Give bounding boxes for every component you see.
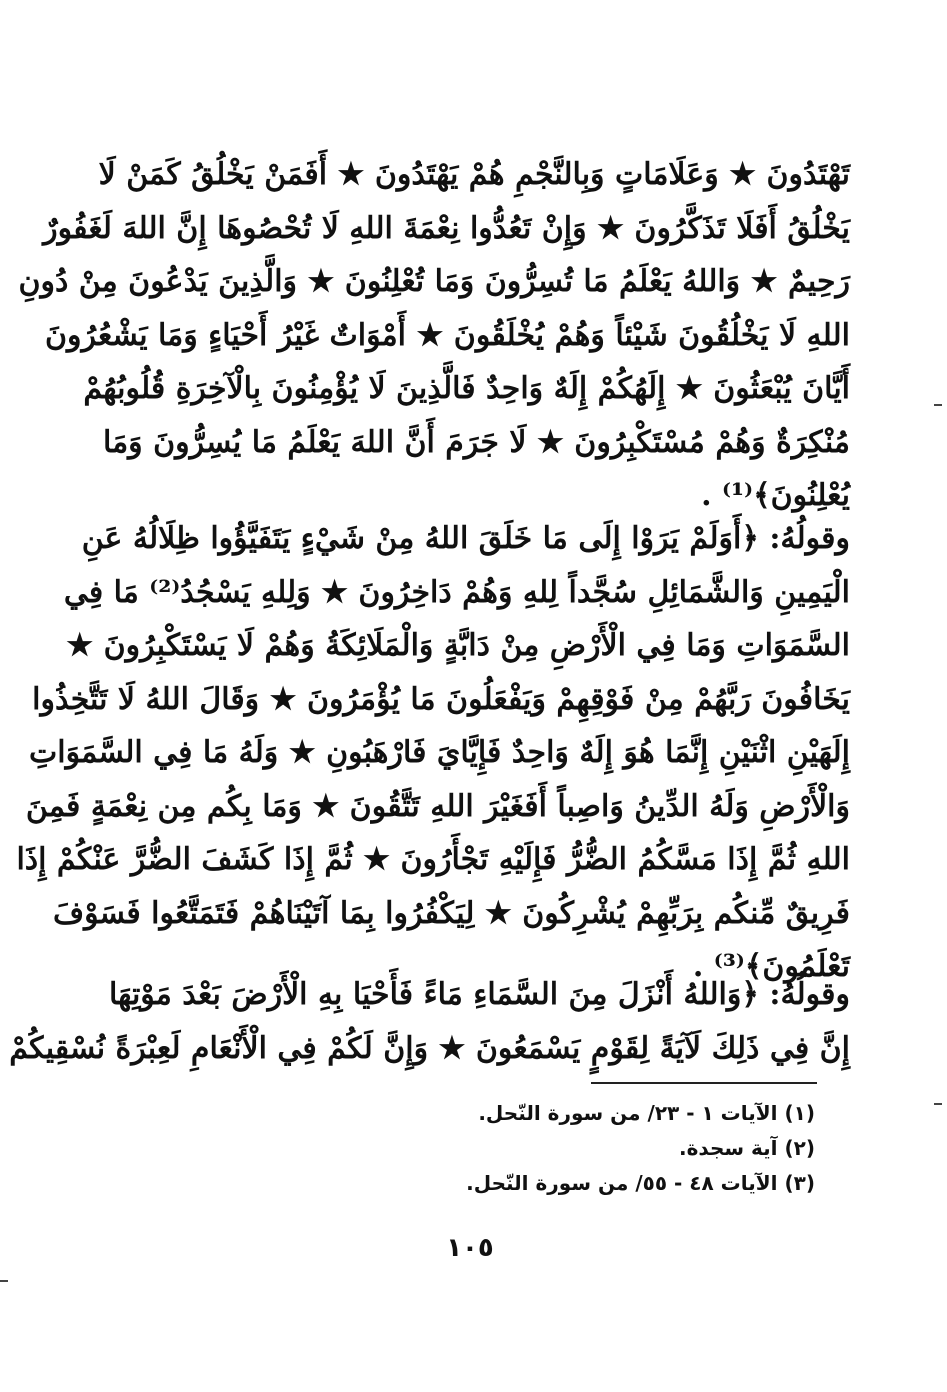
text-line: إِنَّ فِي ذَلِكَ لَآيَةً لِقَوْمٍ يَسْمَعُونَ ★ وَإِنَّ لَكُمْ فِي الْأَنْعَامِ لَعِبْرَةً نُسْقِيكُمْ	[9, 1030, 850, 1066]
paragraph-3	[9, 968, 850, 1075]
text-line: أَيَّانَ يُبْعَثُونَ ★ إِلَهُكُمْ إِلَهٌ وَاحِدٌ فَالَّذِينَ لَا يُؤْمِنُونَ بِالْآخِرَةِ قُلُوبُهُمْ	[83, 371, 850, 406]
text-line: رَحِيمٌ ★ وَاللهُ يَعْلَمُ مَا تُسِرُّونَ وَمَا تُعْلِنُونَ ★ وَالَّذِينَ يَدْعُونَ مِنْ دُونِ	[18, 264, 850, 299]
paragraph-1	[18, 148, 850, 523]
text-line: فَرِيقٌ مِّنكُم بِرَبِّهِمْ يُشْرِكُونَ ★ لِيَكْفُرُوا بِمَا آتَيْنَاهُمْ فَتَمَتَّعُوا فَسَوْفَ	[53, 895, 850, 931]
text-line: يَخْلُقُ أَفَلَا تَذَكَّرُونَ ★ وَإِنْ تَعُدُّوا نِعْمَةَ اللهِ لَا تُحْصُوهَا إِنَّ اللهَ لَغَفُورٌ	[43, 210, 850, 246]
text-line: اللهِ لَا يَخْلُقُونَ شَيْئاً وَهُمْ يُخْلَقُونَ ★ أَمْوَاتٌ غَيْرُ أَحْيَاءٍ وَمَا يَشْعُرُونَ	[44, 317, 850, 353]
footnote-2: (٢) آية سجدة.	[679, 1136, 815, 1160]
scan-mark	[934, 1103, 942, 1105]
text-line: تَهْتَدُونَ ★ وَعَلَامَاتٍ وَبِالنَّجْمِ هُمْ يَهْتَدُونَ ★ أَفَمَنْ يَخْلُقُ كَمَنْ لَا	[98, 157, 850, 192]
text-line: إِلَهَيْنِ اثْنَيْنِ إِنَّمَا هُوَ إِلَهٌ وَاحِدٌ فَإِيَّايَ فَارْهَبُونِ ★ وَلَهُ مَا فِي السَّمَوَاتِ	[29, 735, 850, 770]
text-line: يَخَافُونَ رَبَّهُمْ مِنْ فَوْقِهِمْ وَيَفْعَلُونَ مَا يُؤْمَرُونَ ★ وَقَالَ اللهُ لَا تَتَّخِذُوا	[32, 681, 850, 717]
paragraph-2	[16, 512, 850, 994]
text-line: اللهِ ثُمَّ إِذَا مَسَّكُمُ الضُّرُّ فَإِلَيْهِ تَجْأَرُونَ ★ ثُمَّ إِذَا كَشَفَ الضُّرَّ عَنْكُمْ إِذَا	[16, 842, 850, 877]
text-line: وَالْأَرْضِ وَلَهُ الدِّينُ وَاصِباً أَفَغَيْرَ اللهِ تَتَّقُونَ ★ وَمَا بِكُم مِن نِعْمَةٍ فَمِنَ	[25, 788, 850, 824]
text-line: تَعْلَمُونَ﴾⁽³⁾ .	[692, 949, 850, 984]
text-line: وقولُهُ: ﴿أَوَلَمْ يَرَوْا إِلَى مَا خَلَقَ اللهُ مِنْ شَيْءٍ يَتَفَيَّؤُوا ظِلَالُهُ عَنِ	[81, 521, 850, 556]
scan-mark	[0, 1280, 8, 1282]
footnote-1: (١) الآيات ١ - ٢٣/ من سورة النّحل.	[478, 1101, 815, 1125]
text-line: يُعْلِنُونَ﴾⁽¹⁾ .	[701, 478, 850, 513]
footnote-3: (٣) الآيات ٤٨ - ٥٥/ من سورة النّحل.	[466, 1171, 815, 1195]
text-line: وقولُهُ: ﴿وَاللهُ أَنْزَلَ مِنَ السَّمَاءِ مَاءً فَأَحْيَا بِهِ الْأَرْضَ بَعْدَ مَوْتِهَا	[108, 977, 850, 1012]
scan-mark	[934, 404, 942, 406]
text-line: الْيَمِينِ وَالشَّمَائِلِ سُجَّداً لِلهِ وَهُمْ دَاخِرُونَ ★ وَلِلهِ يَسْجُدُ⁽²⁾ مَا فِي	[63, 574, 850, 610]
footnote-divider	[591, 1082, 817, 1084]
page-number: ١٠٥	[446, 1233, 494, 1263]
text-line: مُنْكِرَةٌ وَهُمْ مُسْتَكْبِرُونَ ★ لَا جَرَمَ أَنَّ اللهَ يَعْلَمُ مَا يُسِرُّونَ وَمَا	[102, 424, 850, 460]
footnotes	[400, 1096, 815, 1201]
text-line: السَّمَوَاتِ وَمَا فِي الْأَرْضِ مِنْ دَابَّةٍ وَالْمَلَائِكَةُ وَهُمْ لَا يَسْتَكْبِرُونَ ★	[66, 628, 850, 663]
